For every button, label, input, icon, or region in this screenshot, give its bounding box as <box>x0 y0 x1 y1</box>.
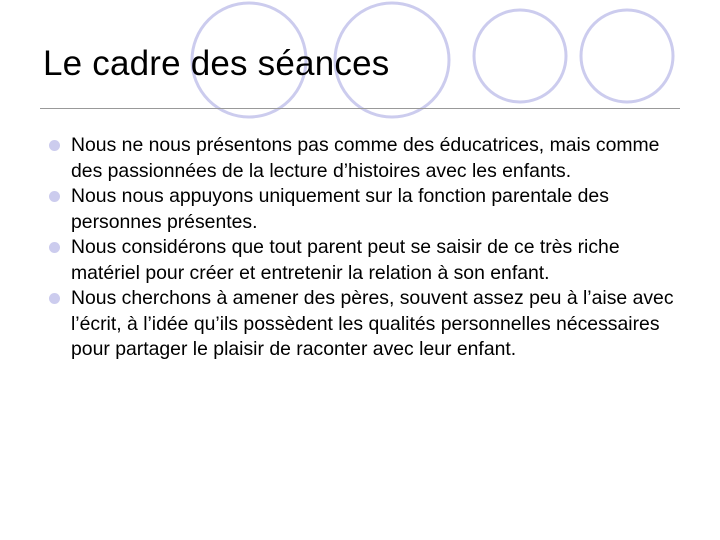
bullet-dot-icon <box>49 293 60 304</box>
bullet-dot-icon <box>49 140 60 151</box>
bullet-dot-icon <box>49 191 60 202</box>
bullet-item <box>48 286 688 363</box>
bullet-item <box>48 235 688 286</box>
bullet-text: Nous cherchons à amener des pères, souvent assez peu à l’aise avec l’écrit, à l’idée qu’ils possèdent les qualités personnelles nécessaires pour partager le plaisir de raconter avec leur enfant. <box>71 287 674 360</box>
bullet-list <box>48 133 688 363</box>
decor-circle <box>474 10 566 102</box>
bullet-text: Nous nous appuyons uniquement sur la fonction parentale des personnes présentes. <box>71 185 609 233</box>
slide-title: Le cadre des séances <box>43 44 390 83</box>
bullet-dot-icon <box>49 242 60 253</box>
decor-circle <box>581 10 673 102</box>
title-divider <box>40 108 680 109</box>
bullet-text: Nous considérons que tout parent peut se saisir de ce très riche matériel pour créer et entretenir la relation à son enfant. <box>71 236 620 284</box>
bullet-text: Nous ne nous présentons pas comme des éducatrices, mais comme des passionnées de la lecture d’histoires avec les enfants. <box>71 134 660 182</box>
bullet-item <box>48 133 688 184</box>
bullet-item <box>48 184 688 235</box>
